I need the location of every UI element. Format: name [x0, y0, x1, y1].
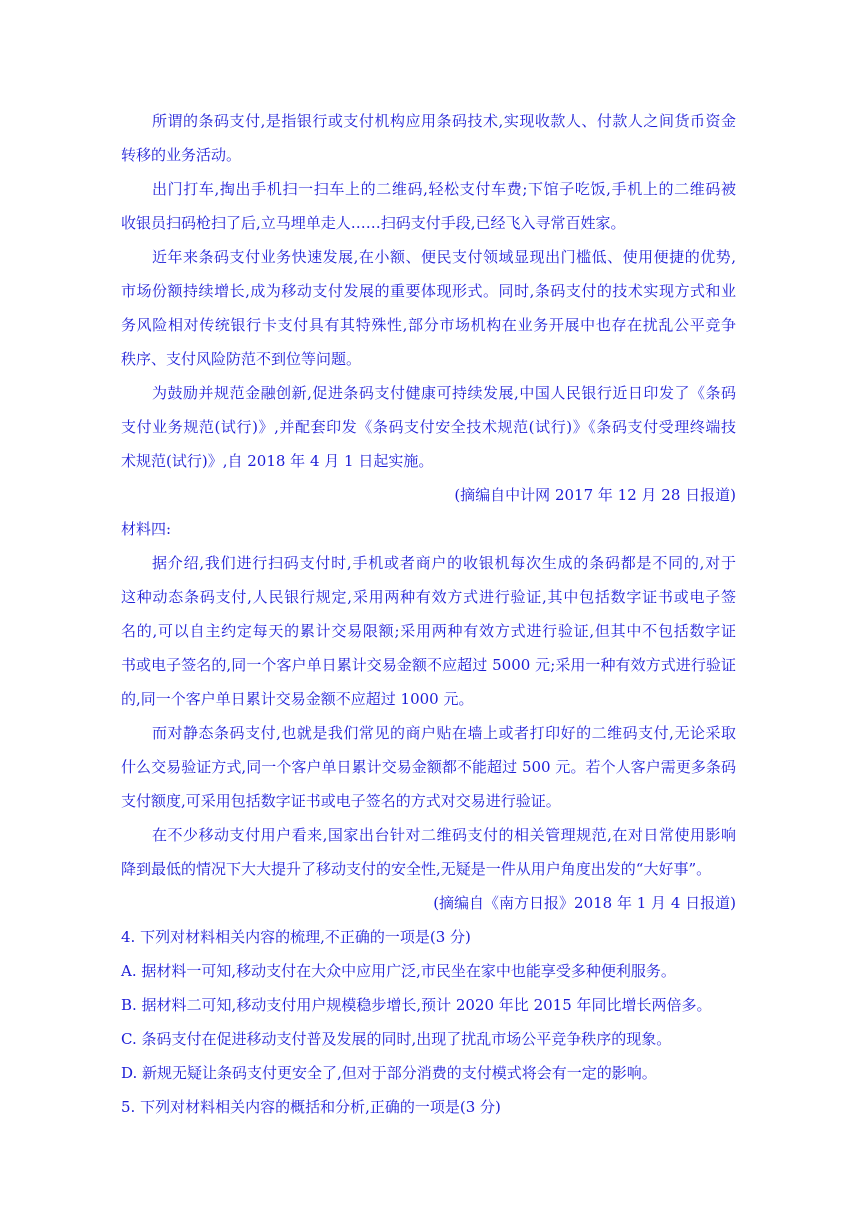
paragraph-line: 收银员扫码枪扫了后,立马埋单走人……扫码支付手段,已经飞入寻常百姓家。: [121, 214, 626, 232]
paragraph-line: 术规范(试行)》,自 2018 年 4 月 1 日起实施。: [121, 452, 434, 470]
paragraph-line: 据介绍,我们进行扫码支付时,手机或者商户的收银机每次生成的条码都是不同的,对于: [152, 554, 736, 572]
option-a: A. 据材料一可知,移动支付在大众中应用广泛,市民坐在家中也能享受多种便利服务。: [121, 962, 676, 980]
paragraph-line: 转移的业务活动。: [121, 146, 242, 164]
section-heading: 材料四:: [121, 520, 172, 538]
paragraph-line: 秩序、支付风险防范不到位等问题。: [121, 350, 362, 368]
paragraph-line: 出门打车,掏出手机扫一扫车上的二维码,轻松支付车费;下馆子吃饭,手机上的二维码被: [152, 180, 736, 198]
source-citation: (摘编自《南方日报》2018 年 1 月 4 日报道): [433, 894, 736, 912]
option-c: C. 条码支付在促进移动支付普及发展的同时,出现了扰乱市场公平竞争秩序的现象。: [121, 1030, 672, 1048]
question-4: 4. 下列对材料相关内容的梳理,不正确的一项是(3 分): [121, 928, 471, 946]
paragraph-line: 什么交易验证方式,同一个客户单日累计交易金额都不能超过 500 元。若个人客户需更多条码: [121, 758, 736, 776]
question-5: 5. 下列对材料相关内容的概括和分析,正确的一项是(3 分): [121, 1098, 501, 1116]
paragraph-line: 近年来条码支付业务快速发展,在小额、便民支付领域显现出门槛低、使用便捷的优势,: [152, 248, 736, 266]
paragraph-line: 支付额度,可采用包括数字证书或电子签名的方式对交易进行验证。: [121, 792, 561, 810]
paragraph-line: 的,同一个客户单日累计交易金额不应超过 1000 元。: [121, 690, 474, 708]
paragraph-line: 降到最低的情况下大大提升了移动支付的安全性,无疑是一件从用户角度出发的“大好事”。: [121, 860, 712, 878]
paragraph-line: 务风险相对传统银行卡支付具有其特殊性,部分市场机构在业务开展中也存在扰乱公平竞争: [121, 316, 736, 334]
paragraph-line: 名的,可以自主约定每天的累计交易限额;采用两种有效方式进行验证,但其中不包括数字证: [121, 622, 736, 640]
paragraph-line: 所谓的条码支付,是指银行或支付机构应用条码技术,实现收款人、付款人之间货币资金: [152, 112, 736, 130]
paragraph-line: 支付业务规范(试行)》,并配套印发《条码支付安全技术规范(试行)》《条码支付受理终端技: [121, 418, 736, 436]
option-b: B. 据材料二可知,移动支付用户规模稳步增长,预计 2020 年比 2015 年同比增长两倍多。: [121, 996, 712, 1014]
paragraph-line: 这种动态条码支付,人民银行规定,采用两种有效方式进行验证,其中包括数字证书或电子签: [121, 588, 736, 606]
paragraph-line: 而对静态条码支付,也就是我们常见的商户贴在墙上或者打印好的二维码支付,无论采取: [152, 724, 736, 742]
source-citation: (摘编自中计网 2017 年 12 月 28 日报道): [454, 486, 736, 504]
paragraph-line: 为鼓励并规范金融创新,促进条码支付健康可持续发展,中国人民银行近日印发了《条码: [152, 384, 736, 402]
option-d: D. 新规无疑让条码支付更安全了,但对于部分消费的支付模式将会有一定的影响。: [121, 1064, 657, 1082]
paragraph-line: 市场份额持续增长,成为移动支付发展的重要体现形式。同时,条码支付的技术实现方式和业: [121, 282, 736, 300]
paragraph-line: 在不少移动支付用户看来,国家出台针对二维码支付的相关管理规范,在对日常使用影响: [152, 826, 736, 844]
paragraph-line: 书或电子签名的,同一个客户单日累计交易金额不应超过 5000 元;采用一种有效方式进行验证: [121, 656, 736, 674]
